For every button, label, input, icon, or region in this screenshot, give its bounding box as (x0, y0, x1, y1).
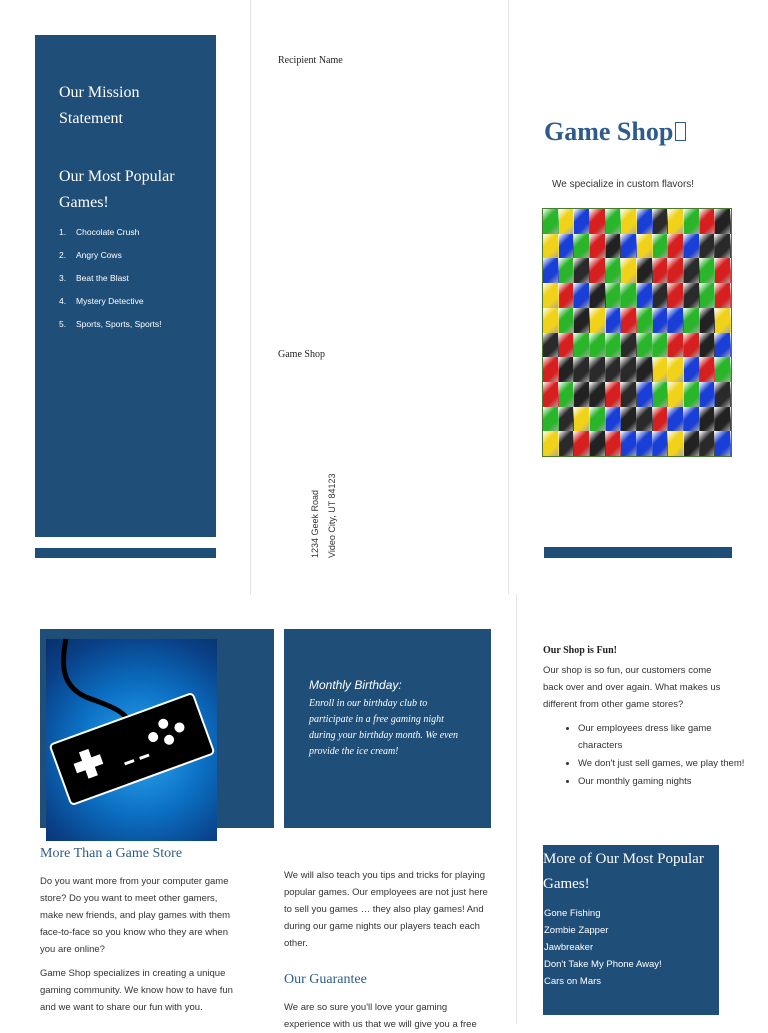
fun-bullet-item: • Our employees dress like game characters (578, 720, 750, 754)
more-than-para1: Do you want more from your computer game store? Do you want to meet other gamers, make new friends, and play games with them face-to-face so you know who they are when you are online? (40, 876, 231, 955)
fun-bullets (560, 720, 750, 791)
game-tile (590, 357, 606, 382)
game-tile (543, 283, 559, 308)
game-tile (637, 283, 653, 308)
game-tile (574, 431, 590, 456)
game-tile (715, 283, 731, 308)
popular-game-item (59, 224, 162, 247)
game-tile (559, 209, 575, 234)
game-tile (574, 258, 590, 283)
game-tile (606, 357, 622, 382)
game-tile (700, 209, 716, 234)
game-tile (559, 407, 575, 432)
game-tile (543, 209, 559, 234)
game-tile (715, 407, 731, 432)
game-tile (606, 308, 622, 333)
game-tile (543, 407, 559, 432)
game-tile (684, 431, 700, 456)
fold-line-1 (250, 0, 251, 594)
game-tile (621, 283, 637, 308)
cover-title: Game Shop (544, 117, 686, 147)
game-tile (606, 333, 622, 358)
popular-game-item (59, 247, 162, 270)
game-tile (606, 234, 622, 259)
game-tile (590, 258, 606, 283)
game-tile (543, 382, 559, 407)
birthday-heading: Monthly Birthday: (309, 678, 402, 692)
game-tile (574, 382, 590, 407)
popular-game-item (59, 293, 162, 316)
game-tile (606, 407, 622, 432)
popular-game-label: Mystery Detective (76, 296, 144, 306)
more-games-panel (543, 845, 719, 1015)
game-tile (668, 431, 684, 456)
game-tile (668, 234, 684, 259)
game-tile (590, 209, 606, 234)
game-tile (574, 308, 590, 333)
game-tiles-image (542, 208, 732, 457)
game-tile (700, 431, 716, 456)
popular-game-label: Beat the Blast (76, 273, 129, 283)
game-tile (684, 308, 700, 333)
game-tile (637, 308, 653, 333)
birthday-body: Enroll in our birthday club to participate in a free gaming night during your birthday month. We even provide the ice cream! (309, 698, 459, 757)
game-tile (621, 407, 637, 432)
game-tile (653, 382, 669, 407)
game-tile (606, 283, 622, 308)
game-tile (653, 209, 669, 234)
mission-footer-bar (35, 548, 216, 558)
game-tile (668, 407, 684, 432)
game-tile (574, 357, 590, 382)
game-tile (574, 333, 590, 358)
game-tile (715, 333, 731, 358)
game-tile (543, 308, 559, 333)
game-tile (621, 258, 637, 283)
address-line-2: Video City, UT 84123 (327, 473, 337, 558)
game-tile (559, 308, 575, 333)
game-tile (715, 209, 731, 234)
game-tile (590, 407, 606, 432)
game-tile (590, 308, 606, 333)
cover-footer-bar (544, 547, 732, 558)
game-tile (653, 357, 669, 382)
game-controller-image (46, 639, 217, 841)
game-tile (574, 209, 590, 234)
game-tile (559, 234, 575, 259)
game-tile (637, 407, 653, 432)
game-tile (543, 357, 559, 382)
game-tile (606, 382, 622, 407)
game-tile (606, 431, 622, 456)
guarantee-text: We are so sure you'll love your gaming experience with us that we will give you a free (284, 1002, 477, 1030)
game-tile (668, 209, 684, 234)
game-tile (637, 333, 653, 358)
game-tile (637, 258, 653, 283)
game-tile (559, 283, 575, 308)
fun-para: Our shop is so fun, our customers come back over and over again. What makes us different from other game stores? (543, 665, 721, 710)
game-tile (715, 234, 731, 259)
game-tile (653, 283, 669, 308)
mission-panel (35, 35, 216, 537)
recipient-name: Recipient Name (278, 55, 343, 66)
game-tile (684, 283, 700, 308)
game-tile (621, 234, 637, 259)
return-address (307, 473, 341, 558)
sender-name: Game Shop (278, 349, 325, 360)
game-tile (700, 283, 716, 308)
game-tile (684, 234, 700, 259)
game-tile (621, 382, 637, 407)
game-tile (590, 333, 606, 358)
fun-bullet-item: • We don't just sell games, we play them! (578, 755, 750, 772)
game-tile (700, 357, 716, 382)
game-tile (559, 333, 575, 358)
game-tile (653, 333, 669, 358)
game-tile (637, 357, 653, 382)
game-tile (621, 357, 637, 382)
more-than-para2: Game Shop specializes in creating a unique gaming community. We know how to have fun and we want to share our fun with you. (40, 968, 233, 1013)
game-tile (700, 234, 716, 259)
game-tile (700, 258, 716, 283)
more-than-heading: More Than a Game Store (40, 846, 183, 861)
more-games-item: Zombie Zapper (544, 925, 609, 936)
popular-game-number: 3. (59, 273, 67, 283)
game-tile (637, 234, 653, 259)
game-tile (606, 258, 622, 283)
popular-game-label: Sports, Sports, Sports! (76, 319, 162, 329)
game-tile (574, 234, 590, 259)
game-tile (606, 209, 622, 234)
game-tile (621, 308, 637, 333)
game-tile (559, 357, 575, 382)
game-tile (621, 209, 637, 234)
mission-heading: Our Mission Statement (59, 84, 140, 127)
game-tile (668, 258, 684, 283)
tips-para: We will also teach you tips and tricks for playing popular games. Our employees are not just here to sell you games … they also play games! And during our game nights our players teach each other. (284, 870, 488, 949)
game-tile (559, 382, 575, 407)
game-tile (543, 333, 559, 358)
game-tile (715, 308, 731, 333)
game-tile (700, 382, 716, 407)
game-tile (668, 357, 684, 382)
guarantee-heading: Our Guarantee (284, 972, 367, 987)
popular-game-item (59, 270, 162, 293)
game-tile (715, 258, 731, 283)
popular-game-label: Angry Cows (76, 250, 122, 260)
game-tile (653, 234, 669, 259)
game-tile (684, 333, 700, 358)
game-tile (574, 407, 590, 432)
more-games-item: Don't Take My Phone Away! (544, 959, 662, 970)
game-tile (559, 431, 575, 456)
game-tile (668, 308, 684, 333)
game-tile (700, 407, 716, 432)
popular-games-list (59, 224, 162, 339)
more-games-item: Jawbreaker (544, 942, 594, 953)
game-tile (574, 283, 590, 308)
game-tile (590, 382, 606, 407)
game-tile (637, 382, 653, 407)
game-tile (543, 258, 559, 283)
cover-tagline: We specialize in custom flavors! (552, 179, 695, 190)
game-tile (621, 431, 637, 456)
game-tile (700, 308, 716, 333)
address-line-1: 1234 Geek Road (310, 489, 320, 558)
game-tile (700, 333, 716, 358)
popular-game-label: Chocolate Crush (76, 227, 140, 237)
birthday-panel (284, 629, 491, 828)
game-tile (543, 234, 559, 259)
more-games-item: Gone Fishing (544, 908, 601, 919)
game-tile (590, 283, 606, 308)
more-games-item: Cars on Mars (544, 976, 602, 987)
popular-game-number: 4. (59, 296, 67, 306)
fun-bullet-item: • Our monthly gaming nights (578, 773, 750, 790)
game-tile (668, 333, 684, 358)
game-tile (668, 382, 684, 407)
more-games-heading: More of Our Most Popular Games! (543, 851, 704, 892)
game-tile (653, 431, 669, 456)
game-tile (715, 357, 731, 382)
game-tile (653, 407, 669, 432)
game-tile (637, 431, 653, 456)
game-tile (684, 382, 700, 407)
game-tile (621, 333, 637, 358)
game-tile (684, 258, 700, 283)
popular-game-number: 1. (59, 227, 67, 237)
game-tile (590, 431, 606, 456)
game-tile (715, 382, 731, 407)
game-tile (653, 308, 669, 333)
popular-game-number: 5. (59, 319, 67, 329)
fold-line-3 (516, 594, 517, 1024)
game-tile (559, 258, 575, 283)
game-tile (543, 431, 559, 456)
fold-line-2 (508, 0, 509, 594)
game-tile (653, 258, 669, 283)
popular-game-number: 2. (59, 250, 67, 260)
more-games-list (544, 905, 662, 990)
fun-heading: Our Shop is Fun! (543, 645, 618, 656)
game-tile (684, 407, 700, 432)
game-tile (668, 283, 684, 308)
game-tile (590, 234, 606, 259)
game-tile (715, 431, 731, 456)
popular-games-heading: Our Most Popular Games! (59, 168, 175, 211)
controller-icon (46, 639, 217, 841)
popular-game-item (59, 316, 162, 339)
game-tile (684, 357, 700, 382)
game-tile (637, 209, 653, 234)
game-tile (684, 209, 700, 234)
